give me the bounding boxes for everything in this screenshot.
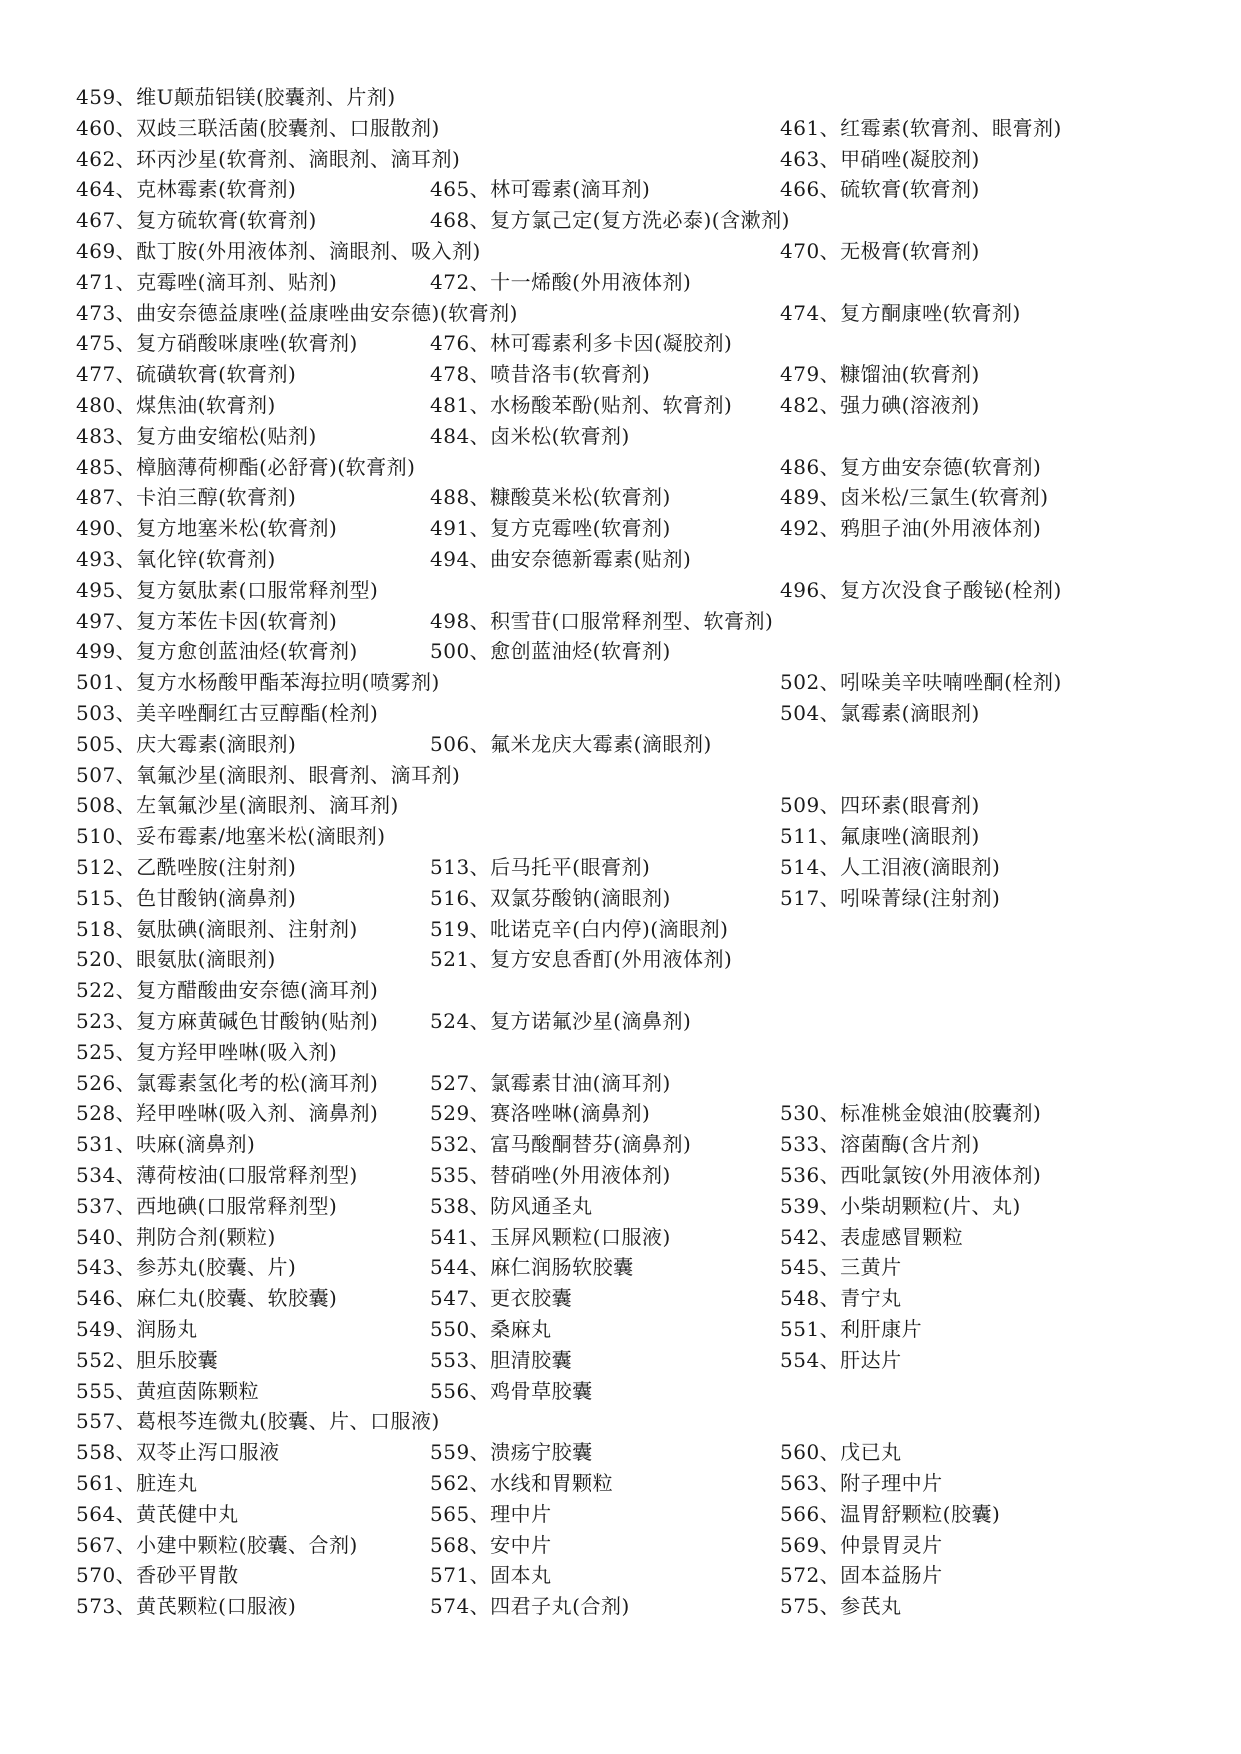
- list-row: [0, 1406, 1241, 1437]
- list-item: 548、青宁丸: [780, 1286, 902, 1311]
- list-row: [0, 452, 1241, 483]
- list-row: [0, 82, 1241, 113]
- list-row: [0, 1499, 1241, 1530]
- list-item: 530、标准桃金娘油(胶囊剂): [780, 1101, 1042, 1126]
- list-item: 561、脏连丸: [76, 1471, 198, 1495]
- list-item: 495、复方氨肽素(口服常释剂型): [76, 577, 379, 602]
- list-item: 524、复方诺氟沙星(滴鼻剂): [430, 1009, 692, 1033]
- list-row: [0, 575, 1241, 606]
- list-item: 490、复方地塞米松(软膏剂): [76, 516, 338, 541]
- list-item: 559、溃疡宁胶囊: [430, 1440, 593, 1465]
- list-item: 570、香砂平胃散: [76, 1563, 239, 1588]
- list-item: 463、甲硝唑(凝胶剂): [780, 146, 980, 171]
- list-item: 496、复方次没食子酸铋(栓剂): [780, 577, 1062, 602]
- list-row: [0, 544, 1241, 575]
- list-row: [0, 1160, 1241, 1191]
- list-item: 545、三黄片: [780, 1255, 902, 1280]
- list-row: [0, 1252, 1241, 1283]
- list-item: 521、复方安息香酊(外用液体剂): [430, 947, 733, 972]
- list-item: 515、色甘酸钠(滴鼻剂): [76, 885, 297, 910]
- list-item: 508、左氧氟沙星(滴眼剂、滴耳剂): [76, 793, 399, 818]
- list-item: 477、硫磺软膏(软膏剂): [76, 362, 297, 387]
- list-item: 482、强力碘(溶液剂): [780, 393, 980, 417]
- list-item: 507、氧氟沙星(滴眼剂、眼膏剂、滴耳剂): [76, 762, 461, 787]
- list-item: 516、双氯芬酸钠(滴眼剂): [430, 885, 671, 910]
- list-row: [0, 760, 1241, 791]
- list-item: 569、仲景胃灵片: [780, 1532, 943, 1557]
- list-item: 464、克林霉素(软膏剂): [76, 177, 297, 202]
- list-item: 556、鸡骨草胶囊: [430, 1378, 593, 1403]
- list-item: 497、复方苯佐卡因(软膏剂): [76, 608, 338, 633]
- list-item: 542、表虚感冒颗粒: [780, 1224, 964, 1249]
- list-item: 532、富马酸酮替芬(滴鼻剂): [430, 1132, 692, 1157]
- list-item: 494、曲安奈德新霉素(贴剂): [430, 547, 692, 571]
- list-row: [0, 944, 1241, 975]
- list-item: 503、美辛唑酮红古豆醇酯(栓剂): [76, 701, 379, 725]
- list-item: 541、玉屏风颗粒(口服液): [430, 1224, 671, 1249]
- list-item: 472、十一烯酸(外用液体剂): [430, 269, 692, 294]
- list-item: 539、小柴胡颗粒(片、丸): [780, 1193, 1021, 1218]
- list-item: 459、维U颠茄铝镁(胶囊剂、片剂): [76, 85, 396, 109]
- list-item: 504、氯霉素(滴眼剂): [780, 701, 980, 725]
- list-row: [0, 1591, 1241, 1622]
- list-item: 473、曲安奈德益康唑(益康唑曲安奈德)(软膏剂): [76, 300, 518, 325]
- list-item: 527、氯霉素甘油(滴耳剂): [430, 1070, 671, 1095]
- list-item: 476、林可霉素利多卡因(凝胶剂): [430, 331, 733, 356]
- list-row: [0, 482, 1241, 513]
- list-item: 505、庆大霉素(滴眼剂): [76, 731, 297, 756]
- list-row: [0, 852, 1241, 883]
- list-item: 465、林可霉素(滴耳剂): [430, 177, 651, 202]
- list-item: 575、参芪丸: [780, 1594, 902, 1619]
- list-item: 491、复方克霉唑(软膏剂): [430, 516, 671, 541]
- list-item: 506、氟米龙庆大霉素(滴眼剂): [430, 731, 712, 756]
- list-row: [0, 1314, 1241, 1345]
- list-row: [0, 914, 1241, 945]
- list-row: [0, 1006, 1241, 1037]
- list-item: 513、后马托平(眼膏剂): [430, 855, 651, 879]
- list-item: 487、卡泊三醇(软膏剂): [76, 485, 297, 510]
- list-item: 544、麻仁润肠软胶囊: [430, 1255, 634, 1280]
- list-row: [0, 1530, 1241, 1561]
- list-item: 526、氯霉素氢化考的松(滴耳剂): [76, 1070, 379, 1095]
- list-item: 478、喷昔洛韦(软膏剂): [430, 362, 651, 387]
- list-item: 467、复方硫软膏(软膏剂): [76, 208, 317, 233]
- list-item: 517、吲哚菁绿(注射剂): [780, 885, 1001, 910]
- list-item: 471、克霉唑(滴耳剂、贴剂): [76, 269, 338, 294]
- list-item: 512、乙酰唑胺(注射剂): [76, 855, 297, 879]
- list-row: [0, 790, 1241, 821]
- list-row: [0, 1560, 1241, 1591]
- list-row: [0, 606, 1241, 637]
- list-item: 460、双歧三联活菌(胶囊剂、口服散剂): [76, 115, 440, 140]
- list-item: 543、参苏丸(胶囊、片): [76, 1255, 297, 1280]
- list-row: [0, 883, 1241, 914]
- list-item: 470、无极膏(软膏剂): [780, 239, 980, 263]
- list-item: 509、四环素(眼膏剂): [780, 793, 980, 818]
- list-item: 468、复方氯己定(复方洗必泰)(含漱剂): [430, 208, 790, 233]
- list-item: 534、薄荷桉油(口服常释剂型): [76, 1163, 358, 1187]
- list-item: 552、胆乐胶囊: [76, 1347, 219, 1372]
- list-row: [0, 667, 1241, 698]
- list-item: 554、肝达片: [780, 1347, 902, 1372]
- list-item: 510、妥布霉素/地塞米松(滴眼剂): [76, 824, 386, 849]
- list-item: 483、复方曲安缩松(贴剂): [76, 423, 317, 448]
- list-row: [0, 1345, 1241, 1376]
- list-item: 522、复方醋酸曲安奈德(滴耳剂): [76, 978, 379, 1003]
- list-item: 574、四君子丸(合剂): [430, 1594, 630, 1619]
- list-item: 563、附子理中片: [780, 1471, 943, 1495]
- list-row: [0, 1376, 1241, 1407]
- list-item: 538、防风通圣丸: [430, 1193, 593, 1218]
- list-item: 523、复方麻黄碱色甘酸钠(贴剂): [76, 1009, 379, 1033]
- list-item: 481、水杨酸苯酚(贴剂、软膏剂): [430, 393, 733, 417]
- list-item: 461、红霉素(软膏剂、眼膏剂): [780, 115, 1062, 140]
- list-item: 492、鸦胆子油(外用液体剂): [780, 516, 1042, 541]
- list-item: 511、氟康唑(滴眼剂): [780, 824, 980, 849]
- list-item: 564、黄芪健中丸: [76, 1501, 239, 1526]
- list-row: [0, 729, 1241, 760]
- list-row: [0, 359, 1241, 390]
- list-item: 500、愈创蓝油烃(软膏剂): [430, 639, 671, 664]
- list-item: 567、小建中颗粒(胶囊、合剂): [76, 1532, 358, 1557]
- list-item: 519、吡诺克辛(白内停)(滴眼剂): [430, 916, 729, 941]
- list-item: 475、复方硝酸咪康唑(软膏剂): [76, 331, 358, 356]
- list-item: 502、吲哚美辛呋喃唑酮(栓剂): [780, 670, 1062, 695]
- list-row: [0, 144, 1241, 175]
- list-row: [0, 1191, 1241, 1222]
- list-row: [0, 698, 1241, 729]
- list-item: 573、黄芪颗粒(口服液): [76, 1594, 297, 1619]
- list-item: 550、桑麻丸: [430, 1317, 552, 1341]
- list-item: 535、替硝唑(外用液体剂): [430, 1163, 671, 1187]
- list-item: 493、氧化锌(软膏剂): [76, 547, 276, 571]
- list-row: [0, 390, 1241, 421]
- list-row: [0, 1283, 1241, 1314]
- list-item: 525、复方羟甲唑啉(吸入剂): [76, 1039, 338, 1064]
- list-row: [0, 113, 1241, 144]
- list-item: 547、更衣胶囊: [430, 1286, 573, 1311]
- list-item: 568、安中片: [430, 1532, 552, 1557]
- list-item: 489、卤米松/三氯生(软膏剂): [780, 485, 1049, 510]
- list-row: [0, 1098, 1241, 1129]
- list-item: 514、人工泪液(滴眼剂): [780, 855, 1001, 879]
- list-item: 551、利肝康片: [780, 1317, 923, 1341]
- list-item: 488、糠酸莫米松(软膏剂): [430, 485, 671, 510]
- list-item: 466、硫软膏(软膏剂): [780, 177, 980, 202]
- list-item: 557、葛根芩连微丸(胶囊、片、口服液): [76, 1409, 440, 1434]
- list-item: 520、眼氨肽(滴眼剂): [76, 947, 276, 972]
- list-item: 462、环丙沙星(软膏剂、滴眼剂、滴耳剂): [76, 146, 461, 171]
- list-item: 571、固本丸: [430, 1563, 552, 1588]
- list-row: [0, 267, 1241, 298]
- list-row: [0, 975, 1241, 1006]
- list-item: 498、积雪苷(口服常释剂型、软膏剂): [430, 608, 774, 633]
- list-item: 499、复方愈创蓝油烃(软膏剂): [76, 639, 358, 664]
- list-item: 501、复方水杨酸甲酯苯海拉明(喷雾剂): [76, 670, 440, 695]
- list-item: 566、温胃舒颗粒(胶囊): [780, 1501, 1001, 1526]
- list-row: [0, 513, 1241, 544]
- list-item: 553、胆清胶囊: [430, 1347, 573, 1372]
- list-item: 536、西吡氯铵(外用液体剂): [780, 1163, 1042, 1187]
- list-item: 546、麻仁丸(胶囊、软胶囊): [76, 1286, 338, 1311]
- list-item: 480、煤焦油(软膏剂): [76, 393, 276, 417]
- list-item: 486、复方曲安奈德(软膏剂): [780, 454, 1042, 479]
- list-row: [0, 236, 1241, 267]
- list-item: 572、固本益肠片: [780, 1563, 943, 1588]
- list-item: 479、糠馏油(软膏剂): [780, 362, 980, 387]
- list-row: [0, 636, 1241, 667]
- list-item: 537、西地碘(口服常释剂型): [76, 1193, 338, 1218]
- list-item: 469、酞丁胺(外用液体剂、滴眼剂、吸入剂): [76, 239, 481, 263]
- list-item: 518、氨肽碘(滴眼剂、注射剂): [76, 916, 358, 941]
- list-row: [0, 328, 1241, 359]
- list-item: 528、羟甲唑啉(吸入剂、滴鼻剂): [76, 1101, 379, 1126]
- list-item: 555、黄疸茵陈颗粒: [76, 1378, 260, 1403]
- list-item: 540、荆防合剂(颗粒): [76, 1224, 276, 1249]
- list-row: [0, 1068, 1241, 1099]
- list-item: 484、卤米松(软膏剂): [430, 423, 630, 448]
- list-row: [0, 174, 1241, 205]
- list-item: 474、复方酮康唑(软膏剂): [780, 300, 1021, 325]
- list-row: [0, 205, 1241, 236]
- list-item: 560、戊已丸: [780, 1440, 902, 1465]
- list-item: 565、理中片: [430, 1501, 552, 1526]
- list-item: 562、水线和胃颗粒: [430, 1471, 614, 1495]
- list-item: 531、呋麻(滴鼻剂): [76, 1132, 256, 1157]
- list-row: [0, 1222, 1241, 1253]
- list-row: [0, 1437, 1241, 1468]
- list-row: [0, 298, 1241, 329]
- list-row: [0, 1129, 1241, 1160]
- list-item: 529、赛洛唑啉(滴鼻剂): [430, 1101, 651, 1126]
- list-row: [0, 1468, 1241, 1499]
- list-item: 533、溶菌酶(含片剂): [780, 1132, 980, 1157]
- list-item: 485、樟脑薄荷柳酯(必舒膏)(软膏剂): [76, 454, 416, 479]
- list-row: [0, 1037, 1241, 1068]
- list-row: [0, 821, 1241, 852]
- list-row: [0, 421, 1241, 452]
- list-item: 558、双苓止泻口服液: [76, 1440, 280, 1465]
- list-item: 549、润肠丸: [76, 1317, 198, 1341]
